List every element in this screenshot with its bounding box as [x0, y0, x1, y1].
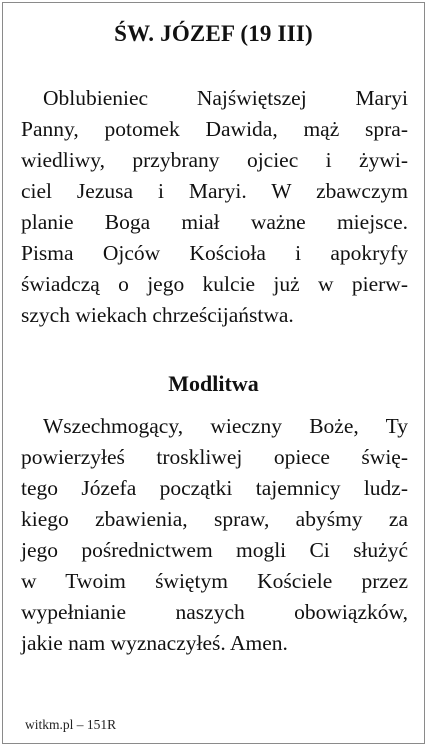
biography-line: Pisma Ojców Kościoła i apokryfy	[21, 241, 408, 265]
biography-line: wiedliwy, przybrany ojciec i żywi-	[21, 148, 408, 172]
card-title: ŚW. JÓZEF (19 III)	[114, 21, 313, 46]
prayer-paragraph	[21, 411, 408, 659]
biography-line: Panny, potomek Dawida, mąż spra-	[21, 117, 408, 141]
prayer-line: jego pośrednictwem mogli Ci służyć	[21, 538, 408, 562]
biography-line: ciel Jezusa i Maryi. W zbawczym	[21, 179, 408, 203]
prayer-line: wypełnianie naszych obowiązków,	[21, 600, 408, 624]
biography-line: Oblubieniec Najświętszej Maryi	[43, 86, 408, 110]
biography-line: planie Boga miał ważne miejsce.	[21, 210, 408, 234]
prayer-line: Wszechmogący, wieczny Boże, Ty	[43, 414, 408, 438]
prayer-line: kiego zbawienia, spraw, abyśmy za	[21, 507, 408, 531]
prayer-heading: Modlitwa	[168, 371, 259, 396]
biography-line: szych wiekach chrześcijaństwa.	[21, 303, 294, 327]
biography-paragraph	[21, 83, 408, 331]
prayer-line: tego Józefa początki tajemnicy ludz-	[21, 476, 408, 500]
prayer-line: powierzyłeś troskliwej opiece świę-	[21, 445, 408, 469]
footer-code: witkm.pl – 151R	[25, 717, 117, 732]
prayer-line: w Twoim świętym Kościele przez	[21, 569, 408, 593]
biography-line: świadczą o jego kulcie już w pierw-	[21, 272, 408, 296]
prayer-card	[2, 2, 425, 744]
prayer-line: jakie nam wyznaczyłeś. Amen.	[21, 631, 288, 655]
